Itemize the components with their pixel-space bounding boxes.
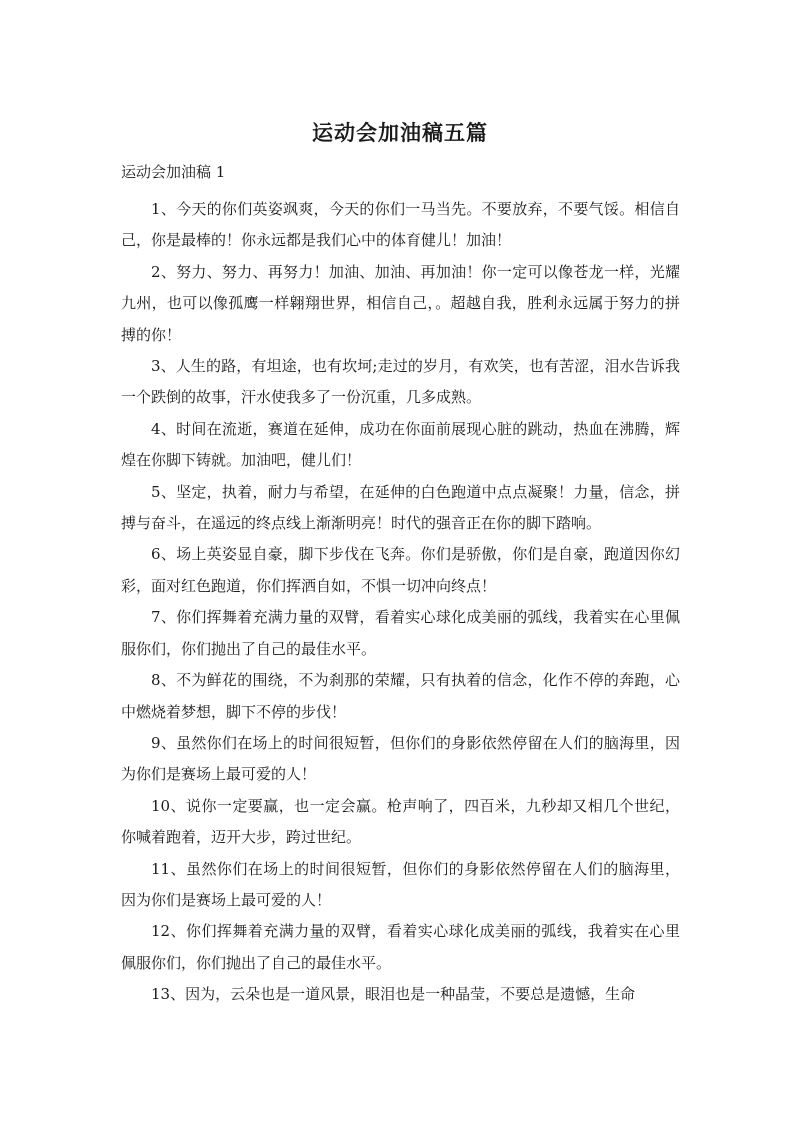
paragraph-10: 10、说你一定要赢，也一定会赢。枪声响了，四百米，九秒却又相几个世纪，你喊着跑着，迈开大步，跨过世纪。 <box>121 796 680 847</box>
paragraph-3: 3、人生的路，有坦途，也有坎坷;走过的岁月，有欢笑，也有苦涩，泪水告诉我一个跌倒的故事，汗水使我多了一份沉重，几多成熟。 <box>121 357 680 407</box>
paragraph-4: 4、时间在流逝，赛道在延伸，成功在你面前展现心脏的跳动，热血在沸腾，辉煌在你脚下铸就。加油吧，健儿们！ <box>121 419 680 470</box>
section-heading: 运动会加油稿 1 <box>121 163 226 181</box>
paragraph-1: 1、今天的你们英姿飒爽，今天的你们一马当先。不要放弃，不要气馁。相信自己，你是最棒的！你永远都是我们心中的体育健儿！加油！ <box>121 200 680 250</box>
document-title: 运动会加油稿五篇 <box>312 121 488 145</box>
paragraph-9: 9、虽然你们在场上的时间很短暂，但你们的身影依然停留在人们的脑海里，因为你们是赛场上最可爱的人！ <box>121 733 680 784</box>
document-body <box>121 194 680 1011</box>
paragraph-12: 12、你们挥舞着充满力量的双臂，看着实心球化成美丽的弧线，我着实在心里佩服你们，你们抛出了自己的最佳水平。 <box>121 922 680 972</box>
paragraph-13: 13、因为，云朵也是一道风景，眼泪也是一种晶莹，不要总是遗憾，生命 <box>151 985 636 1004</box>
paragraph-11: 11、虽然你们在场上的时间很短暂，但你们的身影依然停留在人们的脑海里，因为你们是赛场上最可爱的人！ <box>121 859 680 909</box>
paragraph-6: 6、场上英姿显自豪，脚下步伐在飞奔。你们是骄傲，你们是自豪，跑道因你幻彩，面对红色跑道，你们挥洒自如，不惧一切冲向终点！ <box>121 545 680 595</box>
paragraph-5: 5、坚定，执着，耐力与希望，在延伸的白色跑道中点点凝聚！力量，信念，拼搏与奋斗，在遥远的终点线上渐渐明亮！时代的强音正在你的脚下踏响。 <box>121 482 680 533</box>
paragraph-8: 8、不为鲜花的围绕，不为刹那的荣耀，只有执着的信念，化作不停的奔跑，心中燃烧着梦想，脚下不停的步伐！ <box>121 671 680 721</box>
paragraph-7: 7、你们挥舞着充满力量的双臂，看着实心球化成美丽的弧线，我着实在心里佩服你们，你们抛出了自己的最佳水平。 <box>121 608 680 658</box>
paragraph-2: 2、努力、努力、再努力！加油、加油、再加油！你一定可以像苍龙一样，光耀九州，也可以像孤鹰一样翱翔世界，相信自己，。超越自我，胜利永远属于努力的拼搏的你！ <box>121 262 680 344</box>
